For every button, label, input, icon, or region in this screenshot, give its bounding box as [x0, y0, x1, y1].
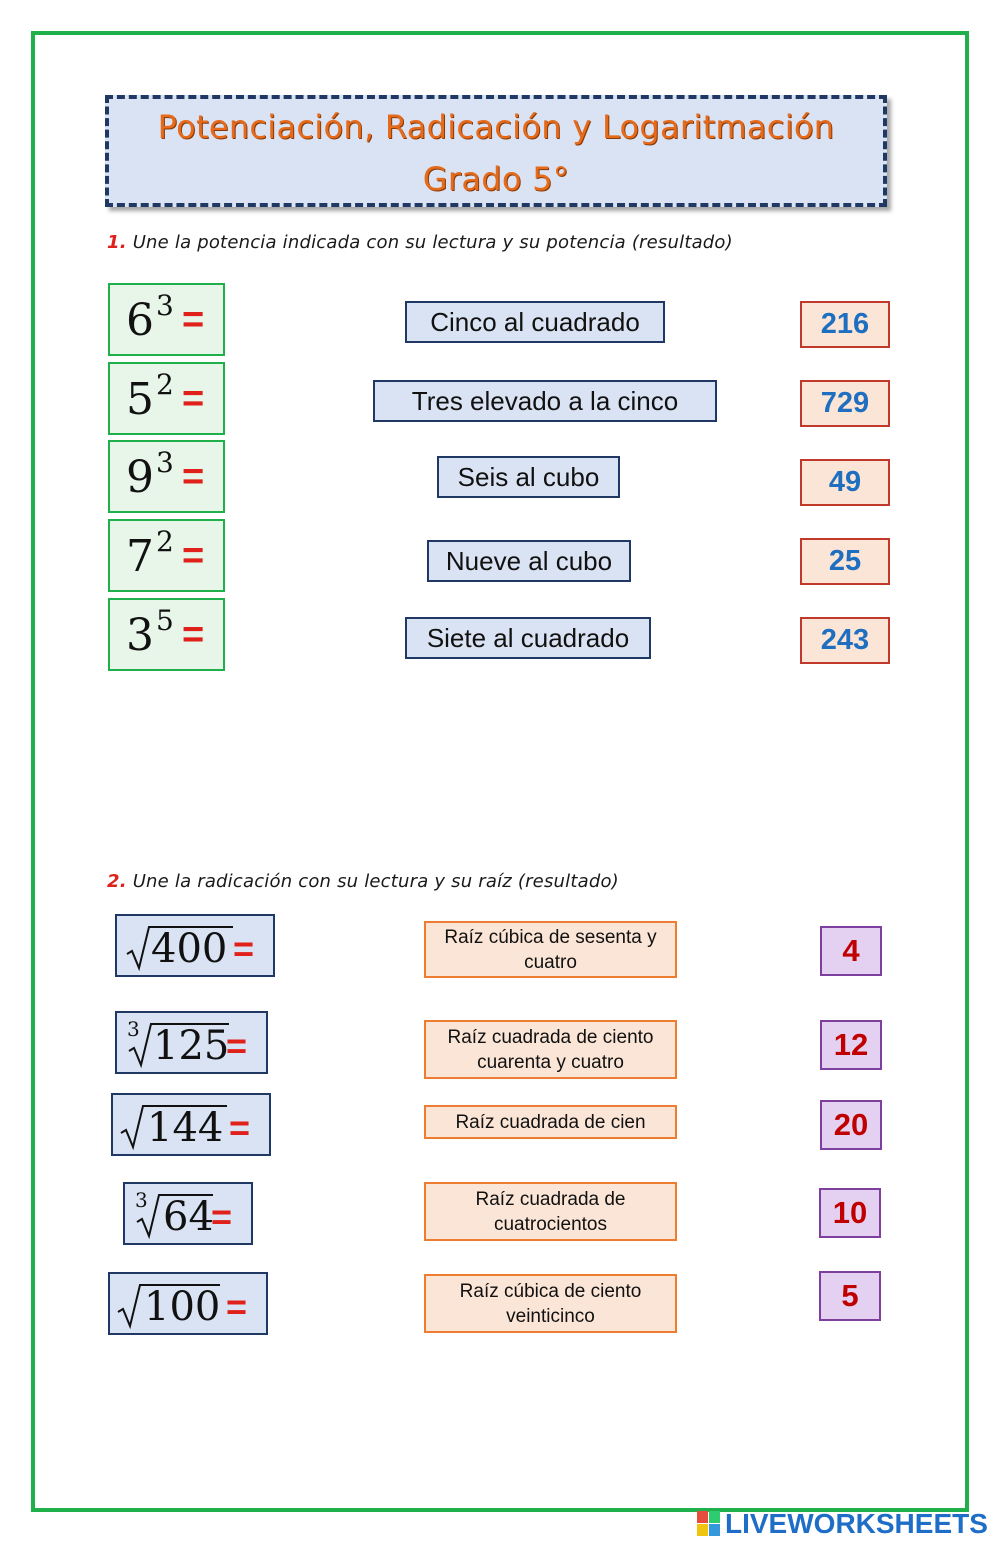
equals-sign: = — [182, 614, 205, 656]
root-radicand: 144 — [147, 1105, 224, 1151]
power-result-1[interactable]: 216 — [800, 301, 890, 348]
worksheet-title — [105, 95, 887, 207]
root-reading-5[interactable] — [424, 1274, 677, 1333]
root-reading-2[interactable] — [424, 1020, 677, 1079]
root-result-2[interactable]: 12 — [820, 1020, 882, 1070]
section2-instruction — [107, 871, 619, 892]
equals-sign: = — [182, 378, 205, 420]
power-reading-5[interactable]: Siete al cuadrado — [405, 617, 651, 659]
power-base: 9 — [126, 452, 154, 503]
power-result-5[interactable]: 243 — [800, 617, 890, 664]
root-reading-line2: cuatrocientos — [493, 1213, 607, 1235]
power-result-2[interactable]: 729 — [800, 380, 890, 427]
title-line-1: Potenciación, Radicación y Logaritmación — [157, 108, 835, 146]
equals-sign: = — [182, 299, 205, 341]
root-reading-line2: veinticinco — [506, 1305, 595, 1327]
power-exponent: 2 — [156, 525, 174, 558]
power-base: 5 — [126, 374, 154, 425]
root-box-5[interactable] — [108, 1272, 268, 1335]
root-box-2[interactable] — [115, 1011, 268, 1074]
root-radicand: 125 — [153, 1023, 230, 1069]
section1-instruction — [107, 232, 733, 253]
liveworksheets-icon — [697, 1511, 721, 1537]
power-box-1[interactable] — [108, 283, 225, 356]
root-result-3[interactable]: 20 — [820, 1100, 882, 1150]
root-reading-line1: Raíz cúbica de sesenta y — [444, 926, 657, 948]
root-index: 3 — [135, 1188, 148, 1212]
root-result-4[interactable]: 10 — [819, 1188, 881, 1238]
power-reading-3[interactable]: Seis al cubo — [437, 456, 620, 498]
power-result-3[interactable]: 49 — [800, 459, 890, 506]
power-exponent: 5 — [156, 604, 174, 637]
power-base: 6 — [126, 295, 154, 346]
root-radicand: 100 — [144, 1284, 221, 1330]
liveworksheets-logo[interactable] — [697, 1507, 988, 1541]
root-reading-line1: Raíz cuadrada de cien — [455, 1111, 646, 1133]
power-box-4[interactable] — [108, 519, 225, 592]
section2-number: 2. — [107, 871, 127, 892]
root-result-1[interactable]: 4 — [820, 926, 882, 976]
power-box-5[interactable] — [108, 598, 225, 671]
power-exponent: 3 — [156, 446, 174, 479]
root-reading-line2: cuarenta y cuatro — [477, 1051, 624, 1073]
equals-sign: = — [233, 928, 255, 969]
equals-sign: = — [182, 456, 205, 498]
root-reading-line1: Raíz cuadrada de — [475, 1188, 626, 1210]
section1-number: 1. — [107, 232, 127, 253]
power-exponent: 3 — [156, 289, 174, 322]
root-result-5[interactable]: 5 — [819, 1271, 881, 1321]
root-reading-3[interactable] — [424, 1105, 677, 1139]
equals-sign: = — [229, 1107, 251, 1148]
root-radicand: 64 — [163, 1194, 214, 1240]
root-index: 3 — [127, 1017, 140, 1041]
equals-sign: = — [211, 1196, 233, 1237]
power-base: 3 — [126, 610, 154, 661]
root-reading-line1: Raíz cúbica de ciento — [459, 1280, 642, 1302]
title-line-2: Grado 5° — [422, 160, 570, 198]
root-box-4[interactable] — [123, 1182, 253, 1245]
root-reading-line1: Raíz cuadrada de ciento — [447, 1026, 654, 1048]
power-reading-4[interactable]: Nueve al cubo — [427, 540, 631, 582]
power-reading-1[interactable]: Cinco al cuadrado — [405, 301, 665, 343]
section1-instruction-text: Une la potencia indicada con su lectura y su potencia (resultado) — [132, 232, 733, 253]
equals-sign: = — [182, 535, 205, 577]
power-box-2[interactable] — [108, 362, 225, 435]
root-reading-4[interactable] — [424, 1182, 677, 1241]
root-box-3[interactable] — [111, 1093, 271, 1156]
power-exponent: 2 — [156, 368, 174, 401]
power-result-4[interactable]: 25 — [800, 538, 890, 585]
power-base: 7 — [126, 531, 154, 582]
equals-sign: = — [226, 1025, 248, 1066]
root-reading-line2: cuatro — [524, 951, 577, 973]
root-box-1[interactable] — [115, 914, 275, 977]
section2-instruction-text: Une la radicación con su lectura y su raíz (resultado) — [132, 871, 619, 892]
liveworksheets-brand: LIVEWORKSHEETS — [725, 1508, 988, 1539]
root-reading-1[interactable] — [424, 921, 677, 978]
power-box-3[interactable] — [108, 440, 225, 513]
equals-sign: = — [226, 1286, 248, 1327]
root-radicand: 400 — [151, 926, 228, 972]
power-reading-2[interactable]: Tres elevado a la cinco — [373, 380, 717, 422]
